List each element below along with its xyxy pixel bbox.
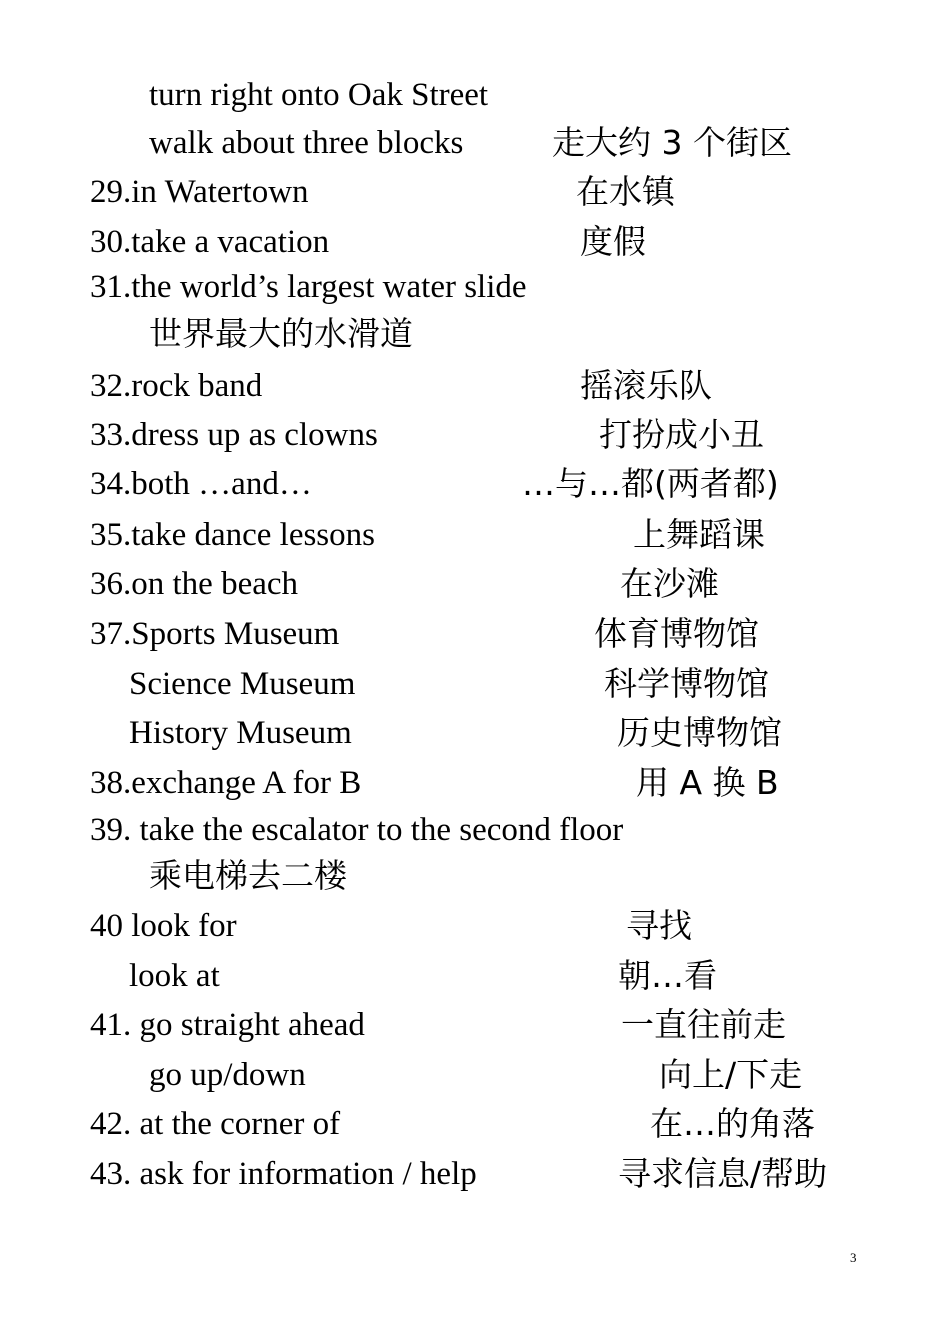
entry-zh: 体育博物馆 (594, 614, 759, 653)
entry-en: 42. at the corner of (90, 1106, 341, 1142)
entry-en: 38.exchange A for B (90, 765, 362, 801)
entry-zh: 科学博物馆 (604, 664, 769, 703)
entry-zh: 在…的角落 (650, 1104, 815, 1143)
entry-en: 36.on the beach (90, 566, 299, 602)
entry-zh: 度假 (580, 222, 646, 261)
entry-zh: 打扮成小丑 (599, 415, 764, 454)
entry-en: Science Museum (129, 666, 356, 702)
entry-en: 31.the world’s largest water slide (90, 269, 527, 305)
entry-zh: 一直往前走 (621, 1005, 786, 1044)
entry-en: 35.take dance lessons (90, 517, 375, 553)
entry-en: go up/down (149, 1057, 306, 1093)
entry-en: 34.both …and… (90, 466, 312, 502)
entry-zh: 向上/下走 (659, 1055, 803, 1094)
entry-en: 30.take a vacation (90, 224, 330, 260)
entry-en: look at (129, 958, 220, 994)
entry-zh: 在水镇 (576, 172, 675, 211)
entry-zh: 在沙滩 (620, 564, 719, 603)
entry-zh: 摇滚乐队 (580, 366, 712, 405)
entry-en: 39. take the escalator to the second floor (90, 812, 624, 848)
entry-en: 32.rock band (90, 368, 263, 404)
entry-zh: 世界最大的水滑道 (149, 314, 413, 353)
entry-zh: 寻求信息/帮助 (618, 1154, 828, 1193)
entry-zh: 上舞蹈课 (633, 515, 765, 554)
entry-zh: …与…都(两者都) (522, 464, 779, 503)
entry-zh: 乘电梯去二楼 (149, 856, 347, 895)
entry-zh: 走大约 3 个街区 (552, 123, 792, 162)
entry-en: turn right onto Oak Street (149, 77, 489, 113)
entry-zh: 寻找 (626, 906, 692, 945)
entry-en: 37.Sports Museum (90, 616, 340, 652)
entry-en: 43. ask for information / help (90, 1156, 477, 1192)
page-number: 3 (850, 1250, 857, 1265)
entry-en: walk about three blocks (149, 125, 464, 161)
entry-zh: 用 A 换 B (636, 763, 779, 802)
entry-en: History Museum (129, 715, 352, 751)
entry-en: 33.dress up as clowns (90, 417, 378, 453)
entry-en: 29.in Watertown (90, 174, 309, 210)
entry-en: 40 look for (90, 908, 237, 944)
entry-zh: 历史博物馆 (617, 713, 782, 752)
entry-zh: 朝…看 (618, 956, 717, 995)
entry-en: 41. go straight ahead (90, 1007, 365, 1043)
